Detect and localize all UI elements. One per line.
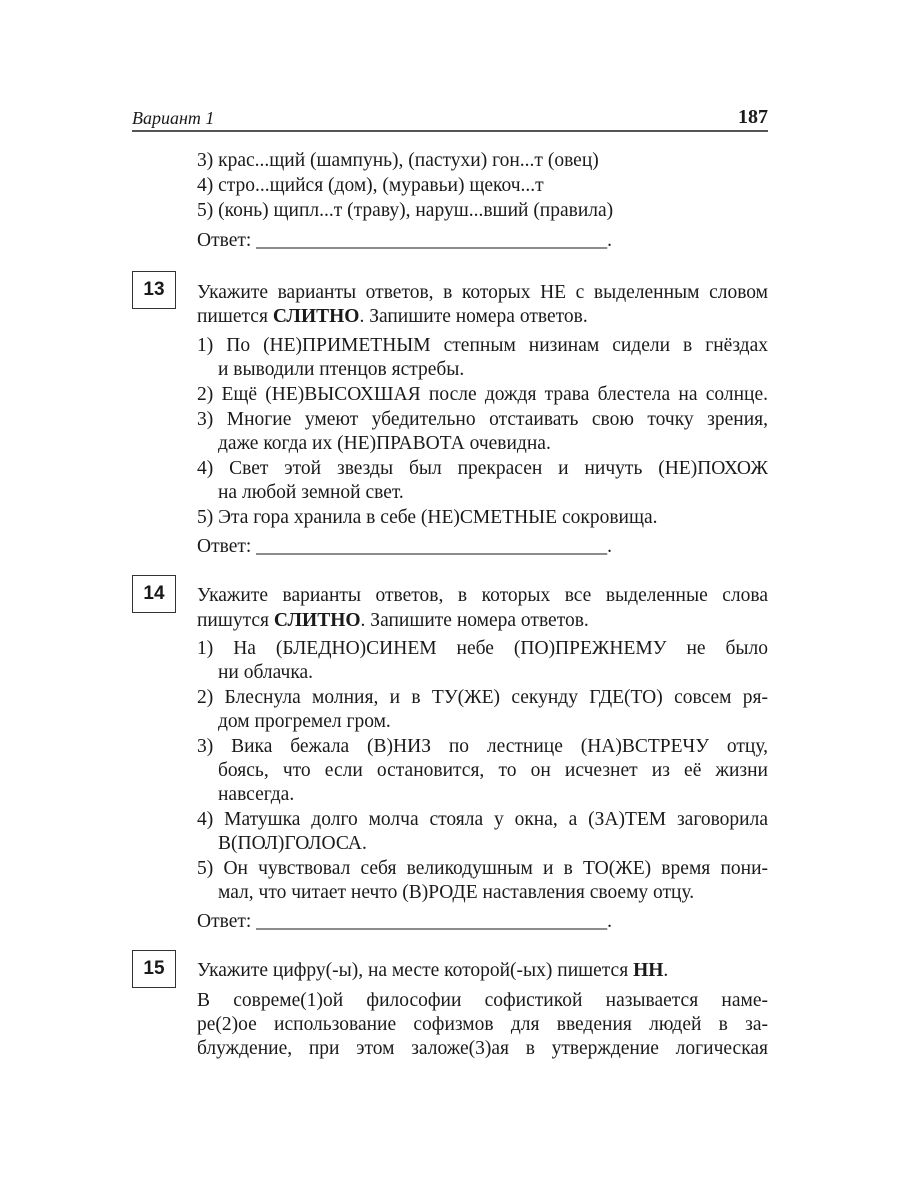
task14-prompt-line1: Укажите варианты ответов, в которых все выделенные слова bbox=[197, 585, 768, 606]
task15-text-line1: В совреме(1)ой философии софистикой называется наме- bbox=[197, 990, 768, 1011]
prompt-text: пишутся bbox=[197, 610, 274, 631]
task-number-box: 15 bbox=[132, 950, 176, 988]
task13-option-1-cont: и выводили птенцов ястребы. bbox=[218, 359, 465, 380]
prompt-text: Укажите цифру(-ы), на месте которой(-ых) пишется bbox=[197, 960, 634, 981]
variant-label: Вариант 1 bbox=[132, 108, 215, 128]
task14-option-3-cont2: навсегда. bbox=[218, 784, 295, 805]
task12-option-3: 3) крас...щий (шампунь), (пастухи) гон...т (овец) bbox=[197, 150, 599, 171]
prompt-text: пишется bbox=[197, 306, 273, 327]
task14-option-3-cont: боясь, что если остановится, то он исчезнет из её жизни bbox=[218, 760, 768, 781]
task13-option-5: 5) Эта гора хранила в себе (НЕ)СМЕТНЫЕ сокровища. bbox=[197, 507, 658, 528]
task13-option-2: 2) Ещё (НЕ)ВЫСОХШАЯ после дождя трава блестела на солнце. bbox=[197, 384, 768, 405]
task12-option-4: 4) стро...щийся (дом), (муравьи) щекоч...т bbox=[197, 175, 544, 196]
task13-answer-field[interactable]: Ответ: ____________________________________. bbox=[197, 536, 613, 557]
task15-text-line3: блуждение, при этом заложе(3)ая в утверждение логическая bbox=[197, 1038, 768, 1059]
task13-option-1: 1) По (НЕ)ПРИМЕТНЫМ степным низинам сидели в гнёздах bbox=[197, 335, 768, 356]
task14-option-2-cont: дом прогремел гром. bbox=[218, 711, 391, 732]
page-number: 187 bbox=[738, 106, 768, 128]
prompt-text: . bbox=[663, 960, 669, 981]
task14-option-3: 3) Вика бежала (В)НИЗ по лестнице (НА)ВСТРЕЧУ отцу, bbox=[197, 736, 768, 757]
task13-prompt-line2 bbox=[197, 305, 588, 329]
prompt-emphasis: СЛИТНО bbox=[273, 610, 361, 631]
prompt-text: . Запишите номера ответов. bbox=[359, 306, 588, 327]
running-header bbox=[132, 106, 768, 132]
task13-option-4: 4) Свет этой звезды был прекрасен и ничуть (НЕ)ПОХОЖ bbox=[197, 458, 768, 479]
task13-option-3: 3) Многие умеют убедительно отстаивать свою точку зрения, bbox=[197, 409, 768, 430]
prompt-text: . Запишите номера ответов. bbox=[360, 610, 589, 631]
task12-answer-field[interactable]: Ответ: ____________________________________. bbox=[197, 230, 613, 251]
prompt-emphasis: СЛИТНО bbox=[272, 306, 360, 327]
task14-option-1: 1) На (БЛЕДНО)СИНЕМ небе (ПО)ПРЕЖНЕМУ не было bbox=[197, 638, 768, 659]
task12-option-5: 5) (конь) щипл...т (траву), наруш...вший (правила) bbox=[197, 200, 614, 221]
task13-option-4-cont: на любой земной свет. bbox=[218, 482, 404, 503]
task-number-box: 14 bbox=[132, 575, 176, 613]
task14-option-5: 5) Он чувствовал себя великодушным и в ТО(ЖЕ) время пони- bbox=[197, 858, 768, 879]
task14-answer-field[interactable]: Ответ: ____________________________________. bbox=[197, 911, 613, 932]
task14-prompt-line2 bbox=[197, 609, 589, 633]
task15-prompt bbox=[197, 959, 668, 983]
task14-option-4: 4) Матушка долго молча стояла у окна, а (ЗА)ТЕМ заговорила bbox=[197, 809, 768, 830]
task-number-box: 13 bbox=[132, 271, 176, 309]
prompt-emphasis: НН bbox=[633, 960, 664, 981]
task13-option-3-cont: даже когда их (НЕ)ПРАВОТА очевидна. bbox=[218, 433, 551, 454]
task14-option-4-cont: В(ПОЛ)ГОЛОСА. bbox=[218, 833, 367, 854]
task13-prompt-line1: Укажите варианты ответов, в которых НЕ с выделенным словом bbox=[197, 282, 768, 303]
task14-option-5-cont: мал, что читает нечто (В)РОДЕ наставления своему отцу. bbox=[218, 882, 695, 903]
task14-option-1-cont: ни облачка. bbox=[218, 662, 314, 683]
task15-text-line2: ре(2)ое использование софизмов для введения людей в за- bbox=[197, 1014, 768, 1035]
task14-option-2: 2) Блеснула молния, и в ТУ(ЖЕ) секунду ГДЕ(ТО) совсем ря- bbox=[197, 687, 768, 708]
